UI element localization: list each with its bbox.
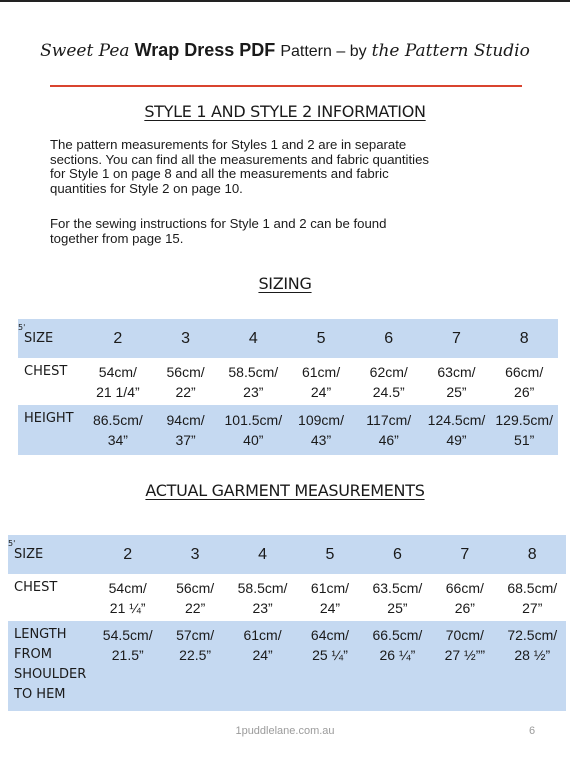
paragraph-line: The pattern measurements for Styles 1 and 2 are in separate — [50, 137, 407, 152]
garment-chest-row — [8, 574, 566, 621]
paragraph-line: for Style 1 on page 8 and all the measurements and fabric — [50, 166, 389, 181]
header-divider — [50, 85, 522, 87]
size-cell: 6 — [384, 329, 394, 347]
table-cell: 54.5cm/ 21.5” — [102, 627, 153, 663]
table-cell: 56cm/ 22” — [166, 363, 205, 400]
title-script-part-2: the Pattern Studio — [371, 41, 530, 61]
table-cell: 94cm/ 37” — [166, 412, 205, 448]
table-cell: 57cm/ 22.5” — [176, 627, 215, 663]
table-cell: 61cm/ 24” — [243, 627, 282, 663]
table-cell: 54cm/ 21 ¼” — [108, 579, 147, 616]
styles-info-paragraph-2 — [50, 217, 530, 246]
title-bold-part: Wrap Dress PDF — [134, 40, 276, 60]
height-row-label: HEIGHT — [24, 411, 74, 426]
table-cell: 72.5cm/ 28 ½” — [507, 627, 558, 663]
table-cell: 62cm/ 24.5” — [369, 363, 408, 400]
paragraph-line: together from page 15. — [50, 230, 184, 246]
sizing-size-row — [18, 319, 558, 358]
paragraph-line: For the sewing instructions for Style 1 and 2 can be found — [50, 216, 387, 231]
table-cell: 66cm/ 26” — [445, 579, 484, 616]
table-cell: 109cm/ 43” — [298, 412, 344, 448]
size-cell: 5 — [325, 545, 335, 563]
table-cell: 63.5cm/ 25” — [372, 579, 423, 616]
footer-url: 1puddlelane.com.au — [235, 725, 335, 737]
garment-measurements-heading: ACTUAL GARMENT MEASUREMENTS — [145, 481, 425, 500]
table-cell: 101.5cm/ 40” — [224, 412, 283, 448]
document-title — [0, 40, 570, 61]
sizing-heading: SIZING — [258, 274, 312, 293]
size-cell: 2 — [123, 545, 133, 563]
garment-size-row — [8, 535, 566, 574]
table-cell: 129.5cm/ 51” — [495, 412, 553, 448]
length-row-label: LENGTH FROM SHOULDER TO HEM — [14, 627, 87, 702]
size-row-label: 5' SIZE — [8, 538, 44, 562]
size-cell: 7 — [460, 545, 470, 563]
styles-info-heading: STYLE 1 AND STYLE 2 INFORMATION — [144, 102, 426, 121]
table-cell: 63cm/ 25” — [437, 363, 476, 400]
garment-table — [8, 535, 566, 711]
table-cell: 56cm/ 22” — [176, 579, 215, 616]
table-cell: 66cm/ 26” — [505, 363, 544, 400]
corner-mark: 5' — [8, 538, 16, 548]
table-cell: 68.5cm/ 27” — [507, 579, 558, 616]
chest-row-label: CHEST — [24, 364, 68, 379]
paragraph-line: sections. You can find all the measurements and fabric quantities — [50, 151, 430, 167]
size-cell: 3 — [190, 545, 200, 563]
table-cell: 61cm/ 24” — [301, 363, 341, 400]
garment-length-row — [8, 621, 566, 711]
size-cell: 6 — [392, 545, 402, 563]
title-script-part-1: Sweet Pea — [40, 41, 130, 61]
size-row-label: 5' SIZE — [18, 322, 54, 346]
page-top-border — [0, 0, 570, 2]
size-cell: 4 — [258, 545, 267, 563]
table-cell: 58.5cm/ 23” — [237, 579, 288, 616]
sizing-table — [18, 319, 558, 455]
table-cell: 66.5cm/ 26 ¼” — [372, 627, 423, 663]
size-cell: 8 — [519, 329, 529, 347]
sizing-height-row — [18, 405, 558, 455]
size-cell: 3 — [181, 329, 191, 347]
table-cell: 58.5cm/ 23” — [228, 363, 279, 400]
table-cell: 61cm/ 24” — [310, 579, 350, 616]
corner-mark: 5' — [18, 322, 26, 332]
size-cell: 8 — [527, 545, 537, 563]
sizing-chest-row — [18, 358, 558, 405]
table-cell: 70cm/ 27 ½”” — [444, 627, 486, 663]
size-cell: 5 — [316, 329, 326, 347]
styles-info-paragraph-1 — [50, 138, 530, 196]
table-cell: 64cm/ 25 ¼” — [310, 627, 350, 663]
title-plain-part: Pattern – by — [280, 43, 367, 60]
size-cell: 7 — [452, 329, 461, 347]
chest-row-label: CHEST — [14, 580, 58, 595]
table-cell: 117cm/ 46” — [366, 412, 412, 448]
size-cell: 4 — [248, 329, 258, 347]
page-number: 6 — [529, 725, 536, 737]
paragraph-line: quantities for Style 2 on page 10. — [50, 180, 243, 196]
table-cell: 54cm/ 21 1/4” — [96, 363, 140, 400]
size-cell: 2 — [113, 329, 123, 347]
table-cell: 124.5cm/ 49” — [427, 412, 486, 448]
table-cell: 86.5cm/ 34” — [92, 412, 143, 448]
